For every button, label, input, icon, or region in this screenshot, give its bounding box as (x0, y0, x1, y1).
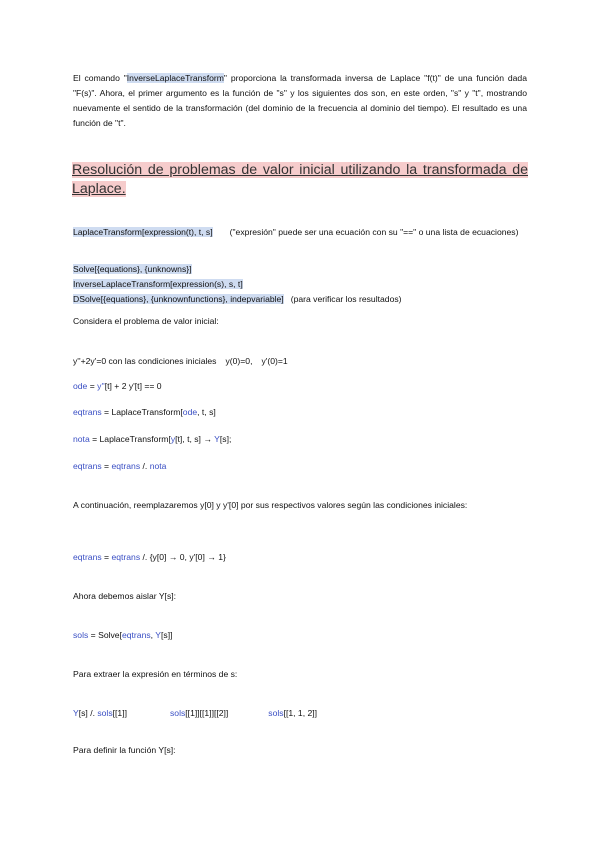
code-text: [t] + 2 y'[t] == 0 (104, 381, 162, 391)
aislar-text: Ahora debemos aislar Y[s]: (73, 591, 177, 601)
code-var-Y: Y (214, 434, 220, 444)
extraer-text: Para extraer la expresión en términos de s: (73, 669, 238, 679)
code-text: = (87, 381, 98, 391)
ivp-condition-1: y(0)=0, (225, 356, 253, 366)
code-var-eqtrans: eqtrans (73, 407, 102, 417)
code-var-y: y (170, 434, 176, 444)
code-text: [s]] (161, 630, 173, 640)
code-var-sols: sols (268, 708, 284, 718)
command-list (73, 262, 527, 307)
dsolve-note: (para verificar los resultados) (290, 294, 402, 304)
ivp-equation: y''+2y'=0 con las condiciones iniciales (73, 356, 217, 366)
code-text: , t, s] (197, 407, 216, 417)
code-var-ode: ode (182, 407, 198, 417)
section-heading-text: Resolución de problemas de valor inicial utilizando la transformada de Laplace. (72, 162, 528, 197)
code-var-eqtrans: eqtrans (111, 552, 141, 562)
considera-text: Considera el problema de valor inicial: (73, 316, 219, 326)
code-var-Y: Y (155, 630, 162, 640)
intro-text-rest: " proporciona la transformada inversa de Laplace "f(t)" de una función dada "F(s)". Ahora, el primer argumento es la función de "s" y los siguientes dos son, en este orden, "s" y "t", mostrando nuevamente el sentido de la transformación (del dominio de la frecuencia al dominio del tiempo). El resultado es una función de "t". (73, 73, 527, 128)
code-text: = LaplaceTransform[ (101, 407, 183, 417)
laplace-syntax (73, 225, 527, 240)
code-text: = LaplaceTransform[ (89, 434, 171, 444)
code-text: [s] /. (78, 708, 98, 718)
code-var-y: y'' (97, 381, 105, 391)
code-sols (73, 628, 527, 643)
code-var-eqtrans: eqtrans (111, 461, 141, 471)
code-var-ode: ode (73, 381, 88, 391)
laplace-transform-command: LaplaceTransform[expression(t), t, s] (73, 227, 213, 237)
code-nota (73, 432, 527, 447)
code-text: [[1]][[1]][[2]] (185, 708, 229, 718)
code-text: [[1, 1, 2]] (283, 708, 318, 718)
solve-command: Solve[{equations}, {unknowns}] (73, 264, 192, 274)
intro-paragraph (73, 71, 527, 131)
code-text: [s]; (219, 434, 232, 444)
laplace-transform-note: ("expresión" puede ser una ecuación con su "==" o una lista de ecuaciones) (229, 227, 519, 237)
code-text: = (101, 552, 112, 562)
code-var-sols: sols (170, 708, 186, 718)
code-text: , (150, 630, 156, 640)
code-var-eqtrans: eqtrans (121, 630, 151, 640)
code-ode (73, 379, 527, 394)
code-var-nota: nota (73, 434, 90, 444)
definir-text: Para definir la función Y[s]: (73, 745, 176, 755)
intro-text-start: El comando " (73, 73, 127, 83)
code-text: [t], t, s] → (175, 434, 215, 444)
code-var-sols: sols (97, 708, 113, 718)
code-text: [[1]] (112, 708, 127, 718)
code-eqtrans-2 (73, 459, 527, 474)
code-extract (73, 706, 527, 721)
code-var-Y: Y (73, 708, 79, 718)
continuacion-paragraph: A continuación, reemplazaremos y[0] y y'[0] por sus respectivos valores según las condiciones iniciales: (73, 500, 468, 510)
ivp-statement (73, 354, 527, 369)
inverse-laplace-command: InverseLaplaceTransform (126, 73, 224, 83)
code-var-eqtrans: eqtrans (73, 552, 102, 562)
code-eqtrans-3 (73, 550, 527, 565)
code-var-eqtrans: eqtrans (73, 461, 102, 471)
code-var-nota: nota (149, 461, 167, 471)
section-heading (72, 161, 528, 199)
code-text: = (101, 461, 112, 471)
ivp-condition-2: y'(0)=1 (261, 356, 288, 366)
dsolve-command: DSolve[{equations}, {unknownfunctions}, indepvariable] (73, 294, 284, 304)
code-text: = Solve[ (88, 630, 122, 640)
code-text: /. {y[0] → 0, y'[0] → 1} (140, 552, 226, 562)
code-text: /. (140, 461, 150, 471)
code-eqtrans-1 (73, 405, 527, 420)
inverse-laplace-syntax: InverseLaplaceTransform[expression(s), s, t] (73, 279, 243, 289)
code-var-sols: sols (73, 630, 89, 640)
